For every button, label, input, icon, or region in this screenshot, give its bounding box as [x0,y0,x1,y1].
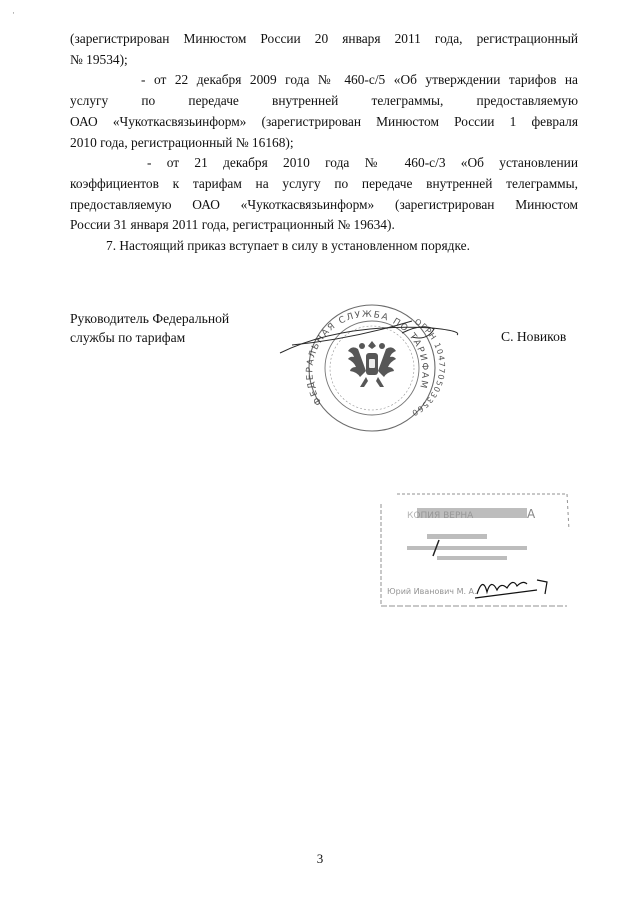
stamp-title-fragment: А [527,507,536,521]
paragraph-intro [70,29,578,70]
text-line: 2010 года, регистрационный № 16168); [70,134,294,150]
text-line: - от 21 декабря 2010 года № 460-с/3 «Об установлении [147,155,578,171]
signer-title [70,310,229,347]
seal-ogrn-text: ОГРН 1047705033560 [409,317,447,418]
text-line: предоставляемую ОАО «Чукоткасвязьинформ» (зарегистрирован Минюстом [70,196,578,212]
seal-outer-text: ФЕДЕРАЛЬНАЯ СЛУЖБА ПО ТАРИФАМ [305,309,430,407]
text-line: ОАО «Чукоткасвязьинформ» (зарегистрирован Минюстом России 1 февраля [70,113,578,129]
signer-name: С. Новиков [501,329,567,344]
paragraph-item-2 [70,153,578,236]
text-line: - от 22 декабря 2009 года № 460-с/5 «Об утверждении тарифов на [141,72,578,88]
handwritten-signature-icon [475,580,547,598]
official-seal [262,293,462,443]
text-line: коэффициентов к тарифам на услугу по передаче внутренней телеграммы, [70,175,578,191]
signer-title-line: Руководитель Федеральной [70,311,230,326]
document-body [70,29,578,257]
paragraph-item-1 [70,70,578,153]
text-line: № 19534); [70,51,128,67]
signer-title-line: службы по тарифам [70,329,186,345]
corner-mark: · [12,8,15,18]
text-line: (зарегистрирован Минюстом России 20 января 2011 года, регистрационный [70,31,578,46]
text-line: услугу по передаче внутренней телеграммы, предоставляемую [70,93,578,109]
paragraph-7: 7. Настоящий приказ вступает в силу в установленном порядке. [106,238,470,254]
stamp-title: КОПИЯ ВЕРНА [407,511,474,521]
page-number: 3 [316,851,324,866]
stamp-name: Юрий Иванович М. А. [387,587,477,596]
certification-stamp [377,490,573,610]
text-line: России 31 января 2011 года, регистрационный № 19634). [70,217,395,233]
